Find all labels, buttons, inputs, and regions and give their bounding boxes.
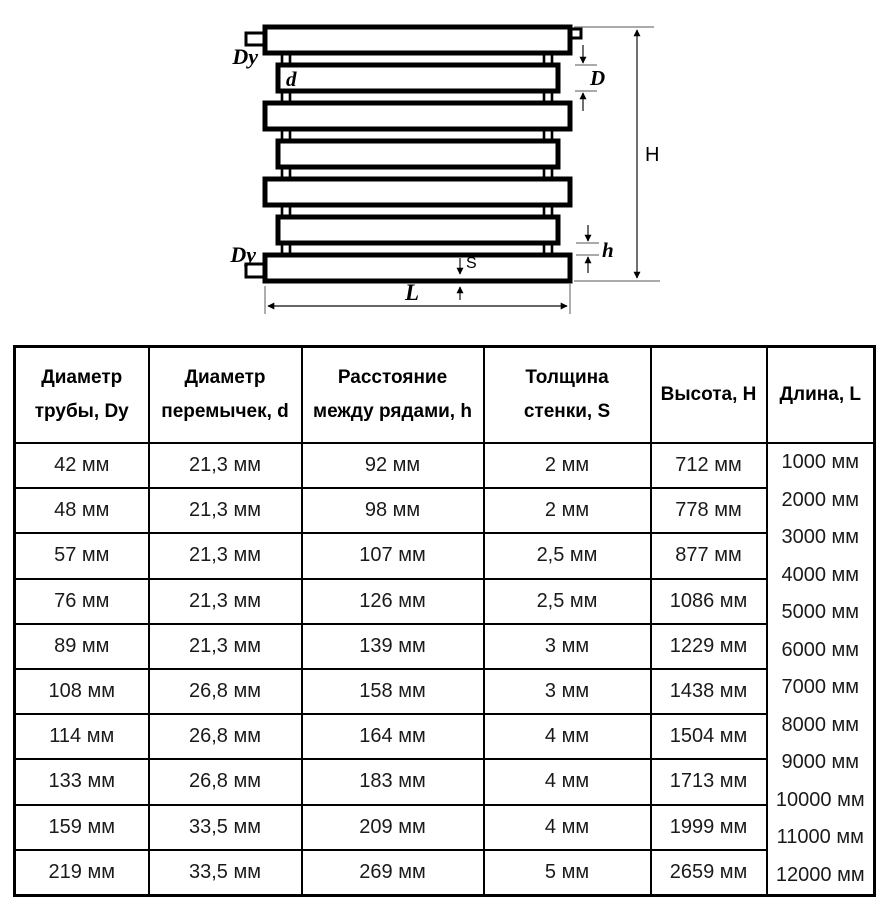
cell: 158 мм — [302, 669, 484, 714]
spec-table-wrap — [13, 345, 875, 897]
tube — [265, 255, 570, 281]
label-tube-diameter: D — [590, 66, 606, 90]
cell: 877 мм — [651, 533, 767, 578]
spec-table — [13, 345, 876, 897]
cell: 209 мм — [302, 805, 484, 850]
cell: 126 мм — [302, 579, 484, 624]
label-jumper-diameter: d — [286, 67, 297, 91]
cell: 21,3 мм — [149, 443, 302, 488]
cell: 1713 мм — [651, 759, 767, 804]
cell: 108 мм — [15, 669, 149, 714]
column-header-height: Высота, H — [651, 347, 767, 444]
cell: 139 мм — [302, 624, 484, 669]
cell: 57 мм — [15, 533, 149, 578]
table-row — [15, 488, 875, 533]
length-value: 3000 мм — [781, 526, 860, 548]
cell: 76 мм — [15, 579, 149, 624]
column-header-pipe-diameter: Диаметр трубы, Dy — [15, 347, 149, 444]
cell: 2,5 мм — [484, 533, 651, 578]
cell: 26,8 мм — [149, 714, 302, 759]
length-value: 5000 мм — [781, 601, 860, 623]
table-row — [15, 624, 875, 669]
cell: 3 мм — [484, 669, 651, 714]
cell: 26,8 мм — [149, 759, 302, 804]
cell: 48 мм — [15, 488, 149, 533]
cell: 33,5 мм — [149, 850, 302, 896]
cell: 114 мм — [15, 714, 149, 759]
length-value: 1000 мм — [781, 451, 860, 473]
cell: 164 мм — [302, 714, 484, 759]
cell: 2659 мм — [651, 850, 767, 896]
cell: 4 мм — [484, 805, 651, 850]
label-wall-thickness: S — [466, 255, 477, 272]
register-diagram — [0, 0, 888, 340]
length-value: 9000 мм — [781, 751, 860, 773]
table-row — [15, 850, 875, 896]
cell: 2,5 мм — [484, 579, 651, 624]
table-row — [15, 443, 875, 488]
cell: 712 мм — [651, 443, 767, 488]
cell: 219 мм — [15, 850, 149, 896]
table-row — [15, 714, 875, 759]
tube — [278, 141, 558, 167]
cell: 1086 мм — [651, 579, 767, 624]
column-header-jumper-diameter: Диаметр перемычек, d — [149, 347, 302, 444]
label-row-spacing: h — [602, 238, 614, 262]
tube — [278, 65, 558, 91]
tube — [265, 179, 570, 205]
tube — [278, 217, 558, 243]
table-row — [15, 669, 875, 714]
tubes — [265, 27, 570, 281]
length-values-cell — [767, 443, 875, 896]
label-height: H — [645, 144, 660, 166]
table-row — [15, 579, 875, 624]
label-pipe-diameter-top: Dy — [232, 44, 258, 69]
column-header-row-spacing: Расстояние между рядами, h — [302, 347, 484, 444]
cell: 133 мм — [15, 759, 149, 804]
cell: 26,8 мм — [149, 669, 302, 714]
tube — [265, 103, 570, 129]
cell: 1504 мм — [651, 714, 767, 759]
cell: 98 мм — [302, 488, 484, 533]
header-row — [15, 347, 875, 444]
length-value: 11000 мм — [776, 826, 864, 848]
column-header-length: Длина, L — [767, 347, 875, 444]
length-value: 6000 мм — [781, 638, 860, 661]
cell: 92 мм — [302, 443, 484, 488]
length-value: 12000 мм — [775, 863, 865, 886]
dimension-length — [265, 280, 570, 314]
cell: 21,3 мм — [149, 579, 302, 624]
cell: 5 мм — [484, 850, 651, 896]
cell: 21,3 мм — [149, 624, 302, 669]
tube — [265, 27, 570, 53]
cell: 2 мм — [484, 488, 651, 533]
length-value: 4000 мм — [781, 563, 860, 586]
table-row — [15, 805, 875, 850]
table-row — [15, 533, 875, 578]
cell: 4 мм — [484, 759, 651, 804]
cell: 183 мм — [302, 759, 484, 804]
cell: 159 мм — [15, 805, 149, 850]
cell: 42 мм — [15, 443, 149, 488]
cell: 778 мм — [651, 488, 767, 533]
label-pipe-diameter-bottom: Dy — [230, 242, 256, 267]
dimension-tube-diameter — [575, 45, 605, 111]
cell: 269 мм — [302, 850, 484, 896]
cell: 21,3 мм — [149, 533, 302, 578]
cell: 4 мм — [484, 714, 651, 759]
cell: 89 мм — [15, 624, 149, 669]
cell: 33,5 мм — [149, 805, 302, 850]
cell: 1229 мм — [651, 624, 767, 669]
label-length: L — [404, 280, 420, 305]
length-value: 7000 мм — [781, 676, 860, 698]
cell: 3 мм — [484, 624, 651, 669]
column-header-wall-thickness: Толщина стенки, S — [484, 347, 651, 444]
length-value: 2000 мм — [781, 488, 860, 511]
cell: 2 мм — [484, 443, 651, 488]
table-row — [15, 759, 875, 804]
cell: 1999 мм — [651, 805, 767, 850]
cell: 1438 мм — [651, 669, 767, 714]
dimension-row-spacing — [576, 225, 614, 273]
length-value: 8000 мм — [781, 713, 860, 736]
cell: 107 мм — [302, 533, 484, 578]
length-value: 10000 мм — [775, 788, 865, 811]
cell: 21,3 мм — [149, 488, 302, 533]
